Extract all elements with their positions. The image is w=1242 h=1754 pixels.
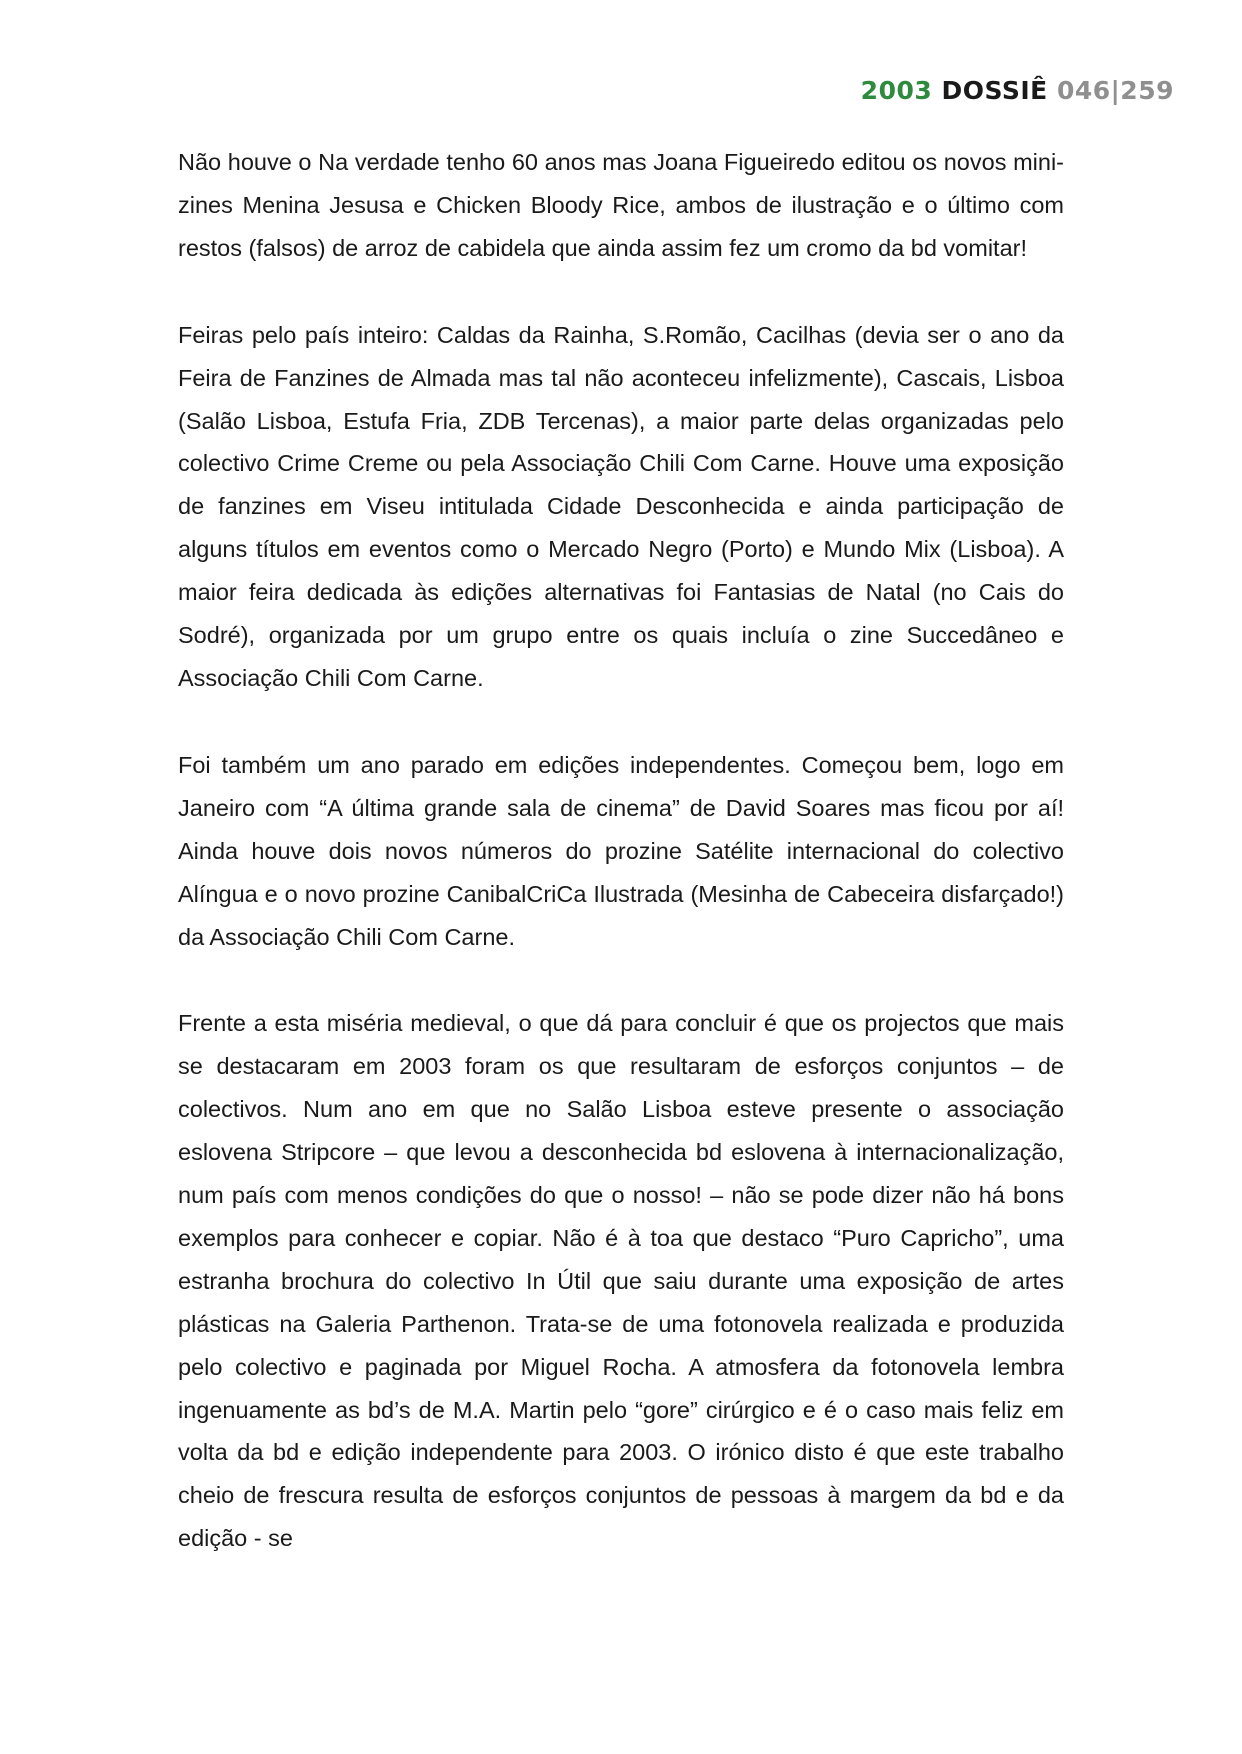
header-page-number: 046|259 xyxy=(1056,76,1174,105)
paragraph-fairs: Feiras pelo país inteiro: Caldas da Rainha, S.Romão, Cacilhas (devia ser o ano da Feira de Fanzines de Almada mas tal não aconteceu infelizmente), Cascais, Lisboa (Salão Lisboa, Estufa Fria, ZDB Tercenas), a maior parte delas organizadas pelo colectivo Crime Creme ou pela Associação Chili Com Carne. Houve uma exposição de fanzines em Viseu intitulada Cidade Desconhecida e ainda participação de alguns títulos em eventos como o Mercado Negro (Porto) e Mundo Mix (Lisboa). A maior feira dedicada às edições alternativas foi Fantasias de Natal (no Cais do Sodré), organizada por um grupo entre os quais incluía o zine Succedâneo e Associação Chili Com Carne. xyxy=(178,321,1064,691)
article-body xyxy=(178,141,1064,1604)
header-year: 2003 xyxy=(860,76,933,105)
running-header xyxy=(861,76,1174,105)
paragraph-conclusion: Frente a esta miséria medieval, o que dá para concluir é que os projectos que mais se destacaram em 2003 foram os que resultaram de esforços conjuntos – de colectivos. Num ano em que no Salão Lisboa esteve presente o associação eslovena Stripcore – que levou a desconhecida bd eslovena à internacionalização, num país com menos condições do que o nosso! – não se pode dizer não há bons exemplos para conhecer e copiar. Não é à toa que destaco “Puro Capricho”, uma estranha brochura do colectivo In Útil que saiu durante uma exposição de artes plásticas na Galeria Parthenon. Trata-se de uma fotonovela realizada e produzida pelo colectivo e paginada por Miguel Rocha. A atmosfera da fotonovela lembra ingenuamente as bd’s de M.A. Martin pelo “gore” cirúrgico e é o caso mais feliz em volta da bd e edição independente para 2003. O irónico disto é que este trabalho cheio de frescura resulta de esforços conjuntos de pessoas à margem da bd e da edição - se xyxy=(178,1010,1064,1552)
paragraph-independent-editions: Foi também um ano parado em edições independentes. Começou bem, logo em Janeiro com “A última grande sala de cinema” de David Soares mas ficou por aí! Ainda houve dois novos números do prozine Satélite internacional do colectivo Alíngua e o novo prozine CanibalCriCa Ilustrada (Mesinha de Cabeceira disfarçado!) da Associação Chili Com Carne. xyxy=(178,751,1064,950)
header-section: DOSSIÊ xyxy=(941,76,1048,105)
paragraph-zines: Não houve o Na verdade tenho 60 anos mas Joana Figueiredo editou os novos mini-zines Menina Jesusa e Chicken Bloody Rice, ambos de ilustração e o último com restos (falsos) de arroz de cabidela que ainda assim fez um cromo da bd vomitar! xyxy=(178,149,1064,261)
